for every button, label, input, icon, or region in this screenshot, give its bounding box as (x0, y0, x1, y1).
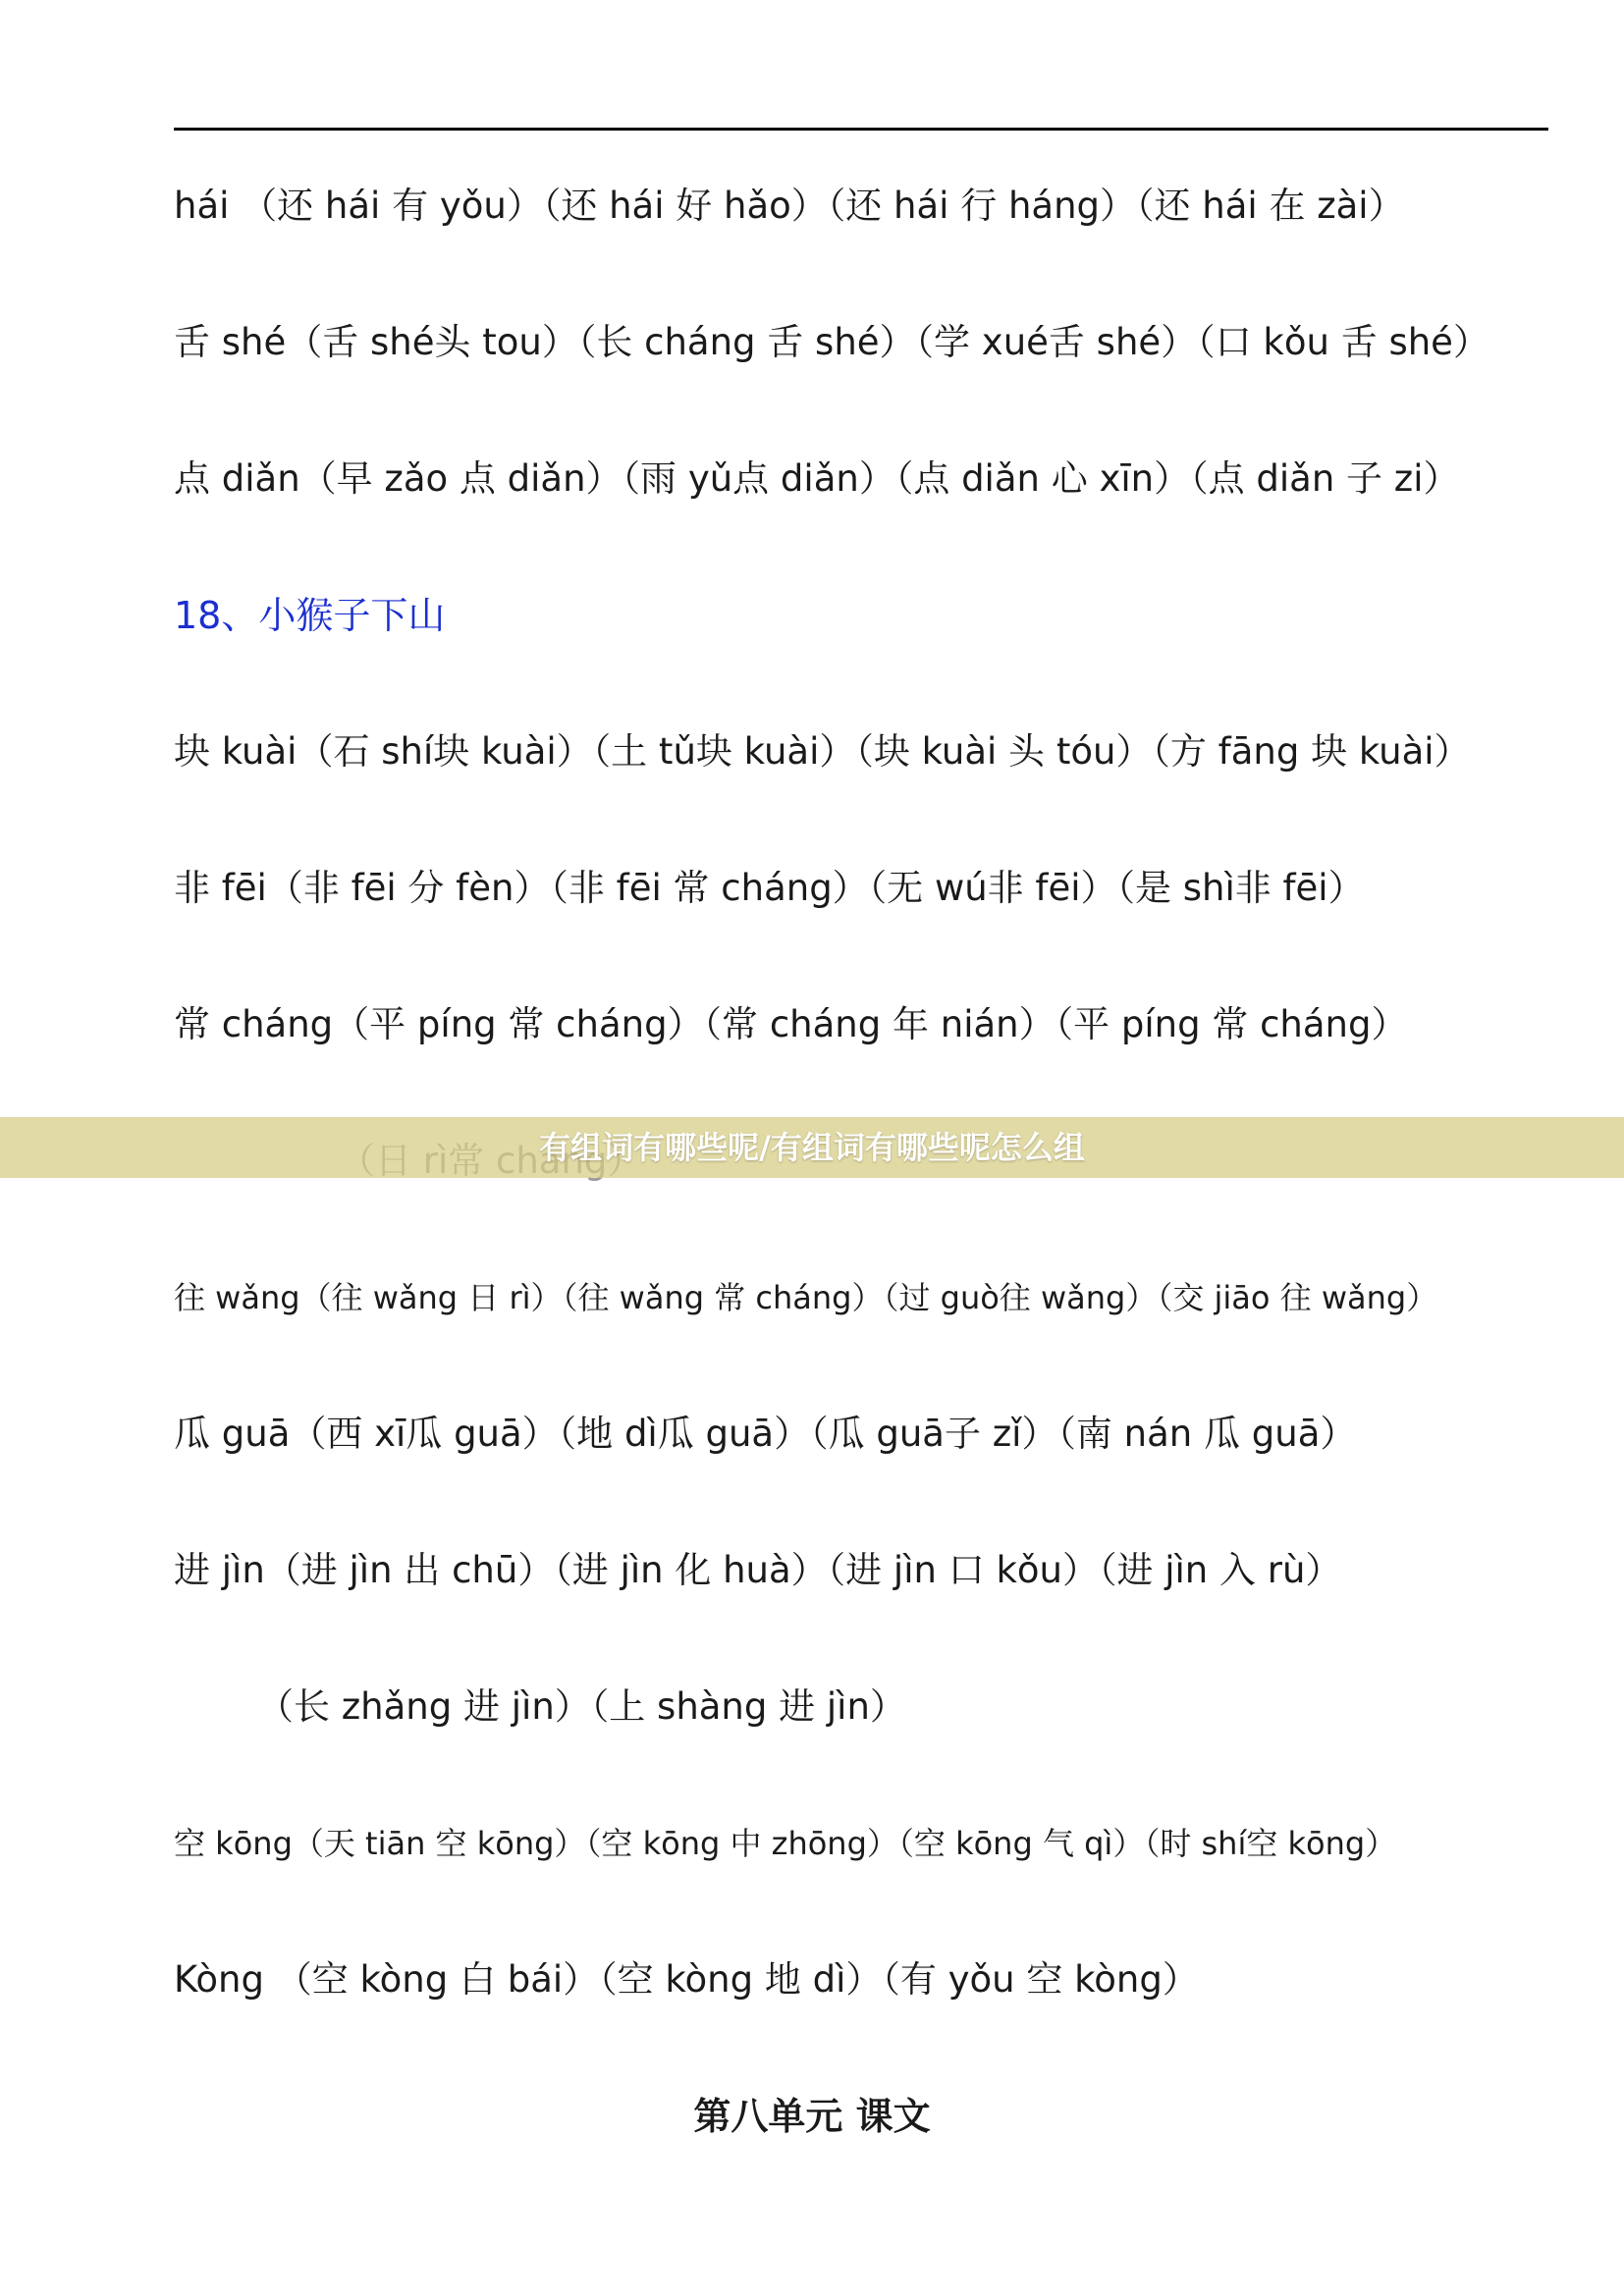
unit-title: 第八单元 课文 (693, 2095, 931, 2138)
banner-text: 有组词有哪些呢/有组词有哪些呢怎么组 (539, 1129, 1085, 1166)
top-rule (174, 128, 1548, 131)
word-line-kong-4: Kòng （空 kòng 白 bái）（空 kòng 地 dì）（有 yǒu 空 kòng） (174, 1958, 1199, 2001)
lesson-heading: 18、小猴子下山 (174, 594, 446, 637)
overlay-banner (0, 1117, 1624, 1178)
word-line-jin-continued: （长 zhǎng 进 jìn）（上 shàng 进 jìn） (257, 1685, 906, 1728)
word-line-dian: 点 diǎn（早 zǎo 点 diǎn）（雨 yǔ点 diǎn）（点 diǎn 心 xīn）（点 diǎn 子 zi） (174, 457, 1460, 500)
word-line-wang: 往 wǎng（往 wǎng 日 rì）（往 wǎng 常 cháng）（过 guò往 wǎng）（交 jiāo 往 wǎng） (174, 1279, 1438, 1316)
word-line-gua: 瓜 guā（西 xī瓜 guā）（地 dì瓜 guā）（瓜 guā子 zǐ）（南 nán 瓜 guā） (174, 1413, 1357, 1455)
word-line-jin: 进 jìn（进 jìn 出 chū）（进 jìn 化 huà）（进 jìn 口 kǒu）（进 jìn 入 rù） (174, 1549, 1342, 1591)
word-line-hai: hái （还 hái 有 yǒu）（还 hái 好 hǎo）（还 hái 行 háng）（还 hái 在 zài） (174, 185, 1405, 227)
word-line-chang: 常 cháng（平 píng 常 cháng）（常 cháng 年 nián）（平 píng 常 cháng） (174, 1003, 1408, 1045)
word-line-kuai: 块 kuài（石 shí块 kuài）（土 tǔ块 kuài）（块 kuài 头 tóu）（方 fāng 块 kuài） (174, 730, 1471, 773)
word-line-kong: 空 kōng（天 tiān 空 kōng）（空 kōng 中 zhōng）（空 kōng 气 qì）（时 shí空 kōng） (174, 1825, 1397, 1862)
word-line-fei: 非 fēi（非 fēi 分 fèn）（非 fēi 常 cháng）（无 wú非 fēi）（是 shì非 fēi） (174, 867, 1365, 909)
word-line-she: 舌 shé（舌 shé头 tou）（长 cháng 舌 shé）（学 xué舌 shé）（口 kǒu 舌 shé） (174, 321, 1489, 363)
